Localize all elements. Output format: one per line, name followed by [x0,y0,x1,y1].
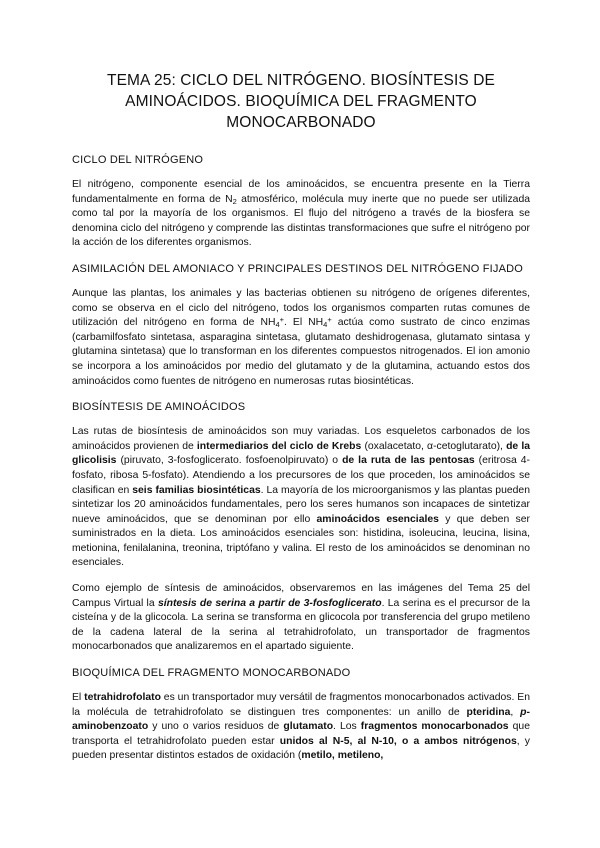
paragraph-tetrahydrofolate: El tetrahidrofolato es un transportador muy versátil de fragmentos monocarbonados activados. En la molécula de tetrahidrofolato se distinguen tres componentes: un anillo de pteridina, p-aminobenzoato y uno o varios residuos de glutamato. Los fragmentos monocarbonados que transporta el tetrahidrofolato pueden estar unidos al N-5, al N-10, o a ambos nitrógenos, y pueden presentar distintos estados de oxidación (metilo, metileno, [72,692,530,762]
paragraph-ammonia-assimilation: Aunque las plantas, los animales y las bacterias obtienen su nitrógeno de orígenes diferentes, como se observa en el ciclo del nitrógeno, todos los organismos comparten rutas comunes de utilización del nitrógeno en forma de $NH_4^+$. El $NH_4^+$ actúa como sustrato de cinco enzimas (carbamilfosfato sintetasa, asparagina sintetasa, glutamato deshidrogenasa, glutamato sintasa y glutamina sintetasa) que lo transforman en los diferentes compuestos nitrogenados. El ion amonio se incorpora a los aminoácidos por medio del glutamato y de la glutamina, actuando estos dos aminoácidos como fuentes de nitrógeno en numerosas rutas biosintéticas. [72,287,530,387]
paragraph-nitrogen-cycle: El nitrógeno, componente esencial de los aminoácidos, se encuentra presente en la Tierra fundamentalmente en forma de $N_2$ atmosférico, molécula muy inerte que no puede ser utilizada como tal por la mayoría de los organismos. El flujo del nitrógeno a través de la biosfera se denomina ciclo del nitrógeno y comprende las distintas transformaciones que sufre el nitrógeno por la acción de los diferentes organismos. [72,179,531,249]
document-title: TEMA 25: CICLO DEL NITRÓGENO. BIOSÍNTESIS DE AMINOÁCIDOS. BIOQUÍMICA DEL FRAGMENTO MONOCARBONADO [107,72,495,131]
paragraph-biosynthesis-routes: Las rutas de biosíntesis de aminoácidos son muy variadas. Los esqueletos carbonados de los aminoácidos provienen de intermediarios del ciclo de Krebs (oxalacetato, α-cetoglutarato), de la glicolisis (piruvato, 3-fosfoglicerato. fosfoenolpiruvato) o de la ruta de las pentosas (eritrosa 4-fosfato, ribosa 5-fosfato). Atendiendo a los precursores de los que proceden, los aminoácidos se clasifican en seis familias biosintéticas. La mayoría de los microorganismos y las plantas pueden sintetizar los 20 aminoácidos fundamentales, pero los seres humanos son incapaces de sintetizar nueve aminoácidos, que se denominan por ello aminoácidos esenciales y que deben ser suministrados en la dieta. Los aminoácidos esenciales son: histidina, isoleucina, leucina, lisina, metionina, fenilalanina, treonina, triptófano y valina. El resto de los aminoácidos se denominan no esenciales. [72,426,530,569]
section-heading-one-carbon-fragment: BIOQUÍMICA DEL FRAGMENTO MONOCARBONADO [72,667,351,680]
section-heading-nitrogen-cycle: CICLO DEL NITRÓGENO [72,154,204,166]
section-heading-amino-acid-biosynthesis: BIOSÍNTESIS DE AMINOÁCIDOS [72,401,246,414]
section-heading-ammonia-assimilation: ASIMILACIÓN DEL AMONIACO Y PRINCIPALES DESTINOS DEL NITRÓGENO FIJADO [72,262,524,275]
paragraph-serine-synthesis: Como ejemplo de síntesis de aminoácidos, observaremos en las imágenes del Tema 25 del Campus Virtual la síntesis de serina a partir de 3-fosfoglicerato. La serina es el precursor de la cisteína y de la glicocola. La serina se transforma en glicocola por transferencia del grupo metileno de la cadena lateral de la serina al tetrahidrofolato, un transportador de fragmentos monocarbonados que analizaremos en el apartado siguiente. [72,583,531,653]
